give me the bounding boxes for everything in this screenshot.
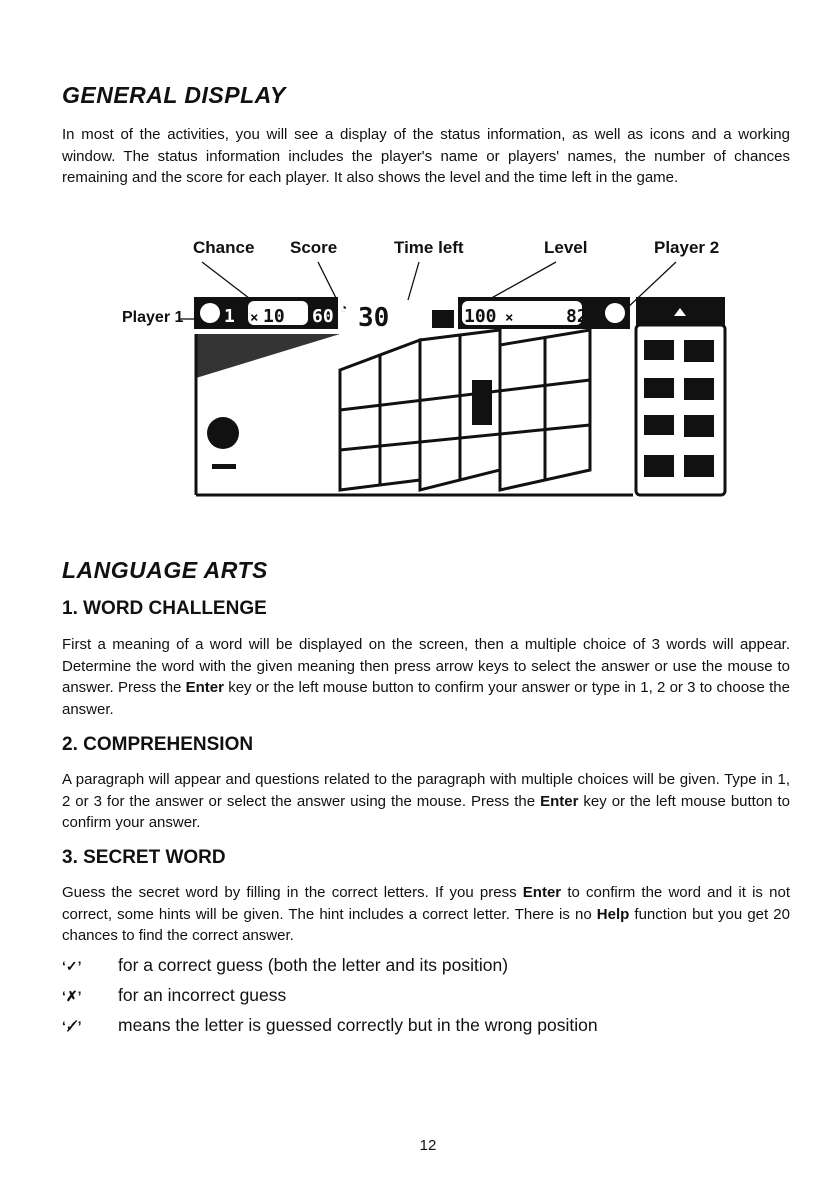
- label-time-left: Time left: [394, 238, 464, 257]
- general-display-title: GENERAL DISPLAY: [62, 82, 286, 108]
- status-multiplier: 10: [263, 306, 285, 327]
- status-level: 100: [464, 306, 497, 327]
- symbol-wrong-position: ‘✓̸’ means the letter is guessed correctly but in the wrong position: [62, 1015, 598, 1035]
- status-time: 30: [358, 303, 390, 333]
- symbol-correct: ‘✓’ for a correct guess (both the letter and its position): [62, 955, 509, 975]
- label-level: Level: [544, 238, 588, 257]
- svg-text:×: ×: [505, 310, 514, 326]
- section-heading-secret-word: 3. SECRET WORD: [62, 847, 226, 868]
- section-text-secret-word: Guess the secret word by filling in the correct letters. If you press Enter to confirm the word and it is not correct, some hints will be given. The hint includes a correct letter. There is no Help function but you get 20 chances to find the correct answer.: [62, 884, 790, 944]
- check-icon: ‘✓’: [62, 958, 82, 974]
- label-player2: Player 2: [654, 238, 720, 257]
- section-heading-word-challenge: 1. WORD CHALLENGE: [62, 598, 267, 619]
- status-score: 60: [312, 306, 334, 327]
- symbol-incorrect: ‘✗’ for an incorrect guess: [62, 985, 287, 1005]
- player2-face-icon: [605, 303, 625, 323]
- label-player1: Player 1: [122, 309, 184, 326]
- label-score: Score: [290, 238, 338, 257]
- maze-walls: [340, 330, 590, 490]
- section-heading-comprehension: 2. COMPREHENSION: [62, 734, 254, 755]
- page-number: 12: [419, 1137, 437, 1154]
- section-text-comprehension: A paragraph will appear and questions related to the paragraph with multiple choices will be given. Type in 1, 2 or 3 for the answer or select the answer using the mouse. Press the Enter key or the left mouse button to confirm your answer.: [62, 771, 790, 831]
- crystal-ball-icon: [207, 417, 239, 449]
- label-chance: Chance: [193, 238, 255, 257]
- side-icons: [644, 340, 714, 477]
- cross-icon: ‘✗’: [62, 988, 82, 1004]
- general-display-paragraph: In most of the activities, you will see a display of the status information, as well as icons and a working window. The status information includes the player's name or players' names, the number of chances remaining and the score for each player. It also shows the level and the time left in the game.: [62, 126, 790, 186]
- game-screenshot: [0, 0, 838, 520]
- crossed-check-icon: ‘✓̸’: [62, 1018, 82, 1034]
- level-bars-icon: [432, 310, 454, 328]
- language-arts-title: LANGUAGE ARTS: [62, 557, 268, 583]
- section-text-word-challenge: First a meaning of a word will be displayed on the screen, then a multiple choice of 3 words will appear. Determine the word with the given meaning then press arrow keys to select the answer or use the mouse to answer. Press the Enter key or the left mouse button to confirm your answer or type in 1, 2 or 3 to choose the answer.: [62, 636, 790, 718]
- player1-face-icon: [200, 303, 220, 323]
- svg-text:×: ×: [250, 310, 259, 326]
- status-player2-score: 82: [566, 306, 588, 327]
- clock-icon: ◔: [340, 301, 348, 315]
- status-chance: 1: [224, 306, 235, 327]
